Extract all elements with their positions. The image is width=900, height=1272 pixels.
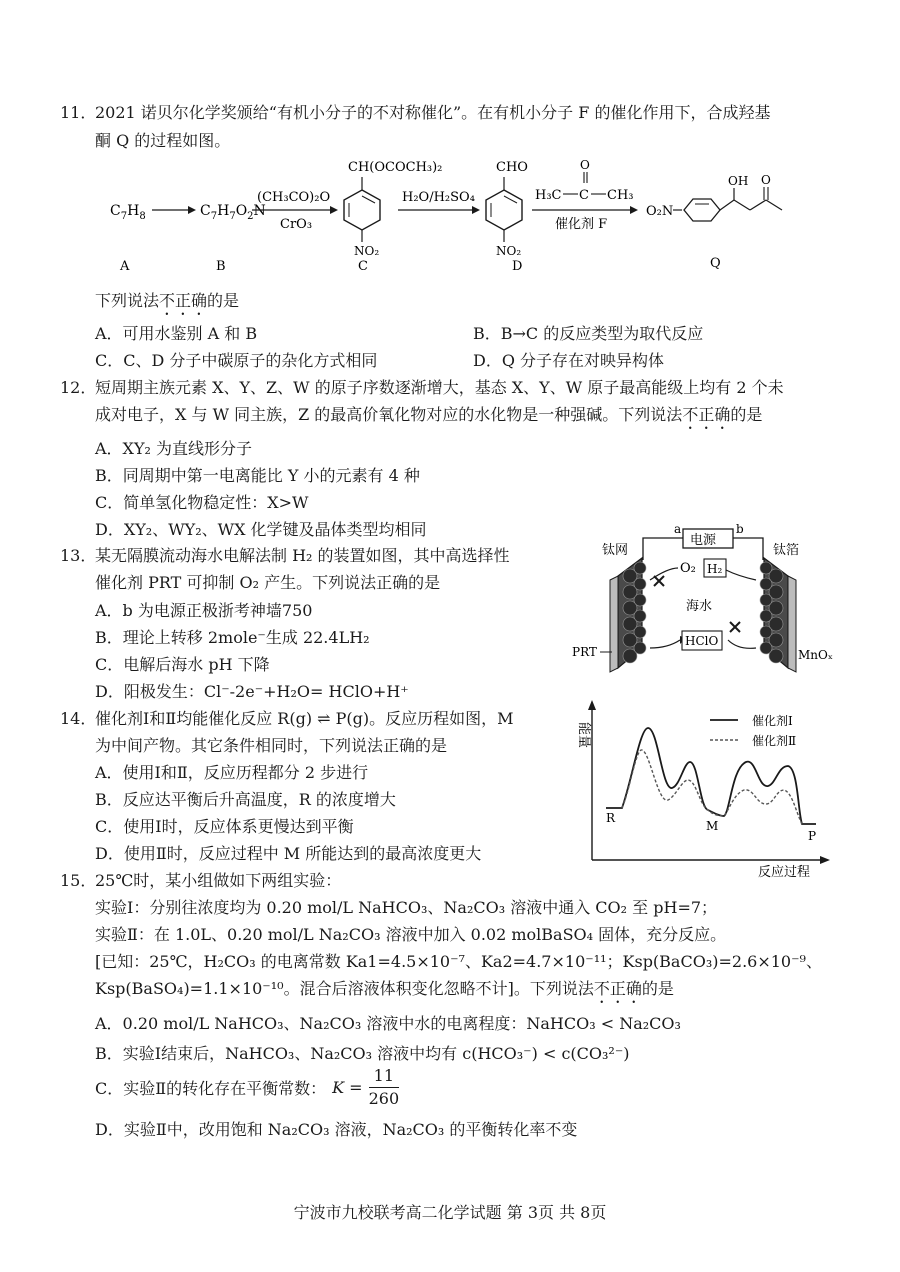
svg-text:a: a: [674, 522, 682, 536]
svg-text:NO₂: NO₂: [496, 244, 522, 258]
energy-profile-chart: [562, 700, 847, 880]
option-b: B．理论上转移 2mole⁻生成 22.4LH₂: [95, 628, 370, 647]
svg-text:HClO: HClO: [685, 634, 719, 648]
question-stem: 实验Ⅱ：在 1.0L、0.20 mol/L Na₂CO₃ 溶液中加入 0.02 molBaSO₄ 固体，充分反应。: [95, 925, 727, 944]
svg-text:O: O: [761, 173, 771, 187]
y-axis-label: 能量: [576, 722, 591, 749]
question-number: 11．: [60, 103, 97, 122]
option-d: D．XY₂、WY₂、WX 化学键及晶体类型均相同: [95, 520, 427, 539]
option-b: B．反应达平衡后升高温度，R 的浓度增大: [95, 790, 396, 809]
question-prompt: 下列说法不正确的是: [95, 291, 240, 310]
reaction-scheme: [100, 155, 820, 280]
state-label: R: [606, 811, 616, 825]
svg-text:OH: OH: [728, 174, 749, 188]
svg-text:NO₂: NO₂: [354, 244, 380, 258]
reagent-text: CrO₃: [280, 217, 313, 232]
page-footer: 宁波市九校联考高二化学试题 第 3页 共 8页: [293, 1203, 607, 1222]
svg-text:PRT: PRT: [572, 645, 597, 659]
svg-text:C: C: [358, 259, 368, 274]
question-stem: 成对电子，X 与 W 同主族，Z 的最高价氧化物对应的水化物是一种强碱。下列说法不正确的是: [95, 405, 763, 424]
question-stem: 短周期主族元素 X、Y、Z、W 的原子序数逐渐增大，基态 X、Y、W 原子最高能级上均有 2 个未: [95, 378, 784, 397]
option-a: A．b 为电源正极浙考神墙750: [95, 601, 313, 620]
molecule-d: [486, 160, 528, 258]
option-a: A．使用Ⅰ和Ⅱ，反应历程都分 2 步进行: [95, 763, 369, 782]
molecule-c: [344, 160, 442, 258]
fraction: $\frac{11}{260}$: [368, 1065, 400, 1108]
svg-text:C7H8: $C_7H_8$: [110, 203, 146, 222]
svg-text:钛箔: 钛箔: [773, 543, 800, 558]
svg-text:CH₃: CH₃: [607, 188, 634, 203]
question-stem: Ksp(BaSO₄)=1.1×10⁻¹⁰。混合后溶液体积变化忽略不计]。下列说法不正确的是: [95, 979, 674, 998]
option-a: A．XY₂ 为直线形分子: [95, 439, 253, 458]
svg-text:C: C: [579, 188, 589, 203]
svg-text:b: b: [736, 522, 744, 536]
legend-label: 催化剂Ⅰ: [752, 714, 793, 728]
question-number: 14．: [60, 709, 97, 728]
question-stem: 25℃时，某小组做如下两组实验：: [95, 871, 342, 890]
svg-text:海水: 海水: [686, 599, 713, 614]
molecule-q: [646, 173, 782, 221]
option-d: D．实验Ⅱ中，改用饱和 Na₂CO₃ 溶液，Na₂CO₃ 的平衡转化率不变: [95, 1120, 578, 1139]
svg-text:O₂N: O₂N: [646, 204, 674, 219]
question-number: 12．: [60, 378, 97, 397]
option-a: A．可用水鉴别 A 和 B: [95, 324, 258, 343]
svg-text:C7H7O2N: $C_7H_7O_2N$: [200, 203, 266, 222]
question-stem: 催化剂Ⅰ和Ⅱ均能催化反应 R(g) ⇌ P(g)。反应历程如图，M: [95, 709, 514, 728]
option-d: D．使用Ⅱ时，反应过程中 M 所能达到的最高浓度更大: [95, 844, 482, 863]
svg-text:O: O: [580, 158, 590, 172]
option-d: D．Q 分子存在对映异构体: [473, 351, 665, 370]
x-axis-label: 反应过程: [758, 865, 811, 880]
option-c: C．简单氢化物稳定性：X>W: [95, 493, 309, 512]
question-stem: 为中间产物。其它条件相同时，下列说法正确的是: [95, 736, 448, 755]
option-b: B．同周期中第一电离能比 Y 小的元素有 4 种: [95, 466, 420, 485]
question-stem: 催化剂 PRT 可抑制 O₂ 产生。下列说法正确的是: [95, 573, 441, 592]
option-c: C．电解后海水 pH 下降: [95, 655, 270, 674]
svg-text:CH(OCOCH₃)₂: CH(OCOCH₃)₂: [348, 160, 443, 175]
svg-text:O₂: O₂: [680, 561, 696, 576]
question-stem: [已知：25℃，H₂CO₃ 的电离常数 Ka1=4.5×10⁻⁷、Ka2=4.7×10⁻¹¹；Ksp(BaCO₃)=2.6×10⁻⁹、: [95, 952, 822, 971]
question-stem: 实验Ⅰ：分别往浓度均为 0.20 mol/L NaHCO₃、Na₂CO₃ 溶液中通入 CO₂ 至 pH=7；: [95, 898, 718, 917]
svg-text:电源: 电源: [690, 533, 717, 548]
question-stem: 酮 Q 的过程如图。: [95, 131, 231, 150]
state-label: P: [808, 829, 817, 843]
svg-text:A: A: [120, 259, 130, 274]
svg-text:H₂: H₂: [707, 562, 723, 576]
svg-text:催化剂 F: 催化剂 F: [555, 217, 608, 232]
reagent-text: H₂O/H₂SO₄: [402, 190, 475, 205]
electrolysis-diagram: [568, 518, 853, 683]
question-stem: 某无隔膜流动海水电解法制 H₂ 的装置如图，其中高选择性: [95, 546, 510, 565]
option-a: A．0.20 mol/L NaHCO₃、Na₂CO₃ 溶液中水的电离程度：NaHCO₃ < Na₂CO₃: [95, 1014, 681, 1033]
svg-text:B: B: [216, 259, 226, 274]
svg-text:钛网: 钛网: [602, 543, 629, 558]
legend-label: 催化剂Ⅱ: [752, 734, 797, 748]
option-c: C．C、D 分子中碳原子的杂化方式相同: [95, 351, 378, 370]
option-b: B．实验Ⅰ结束后，NaHCO₃、Na₂CO₃ 溶液中均有 c(HCO₃⁻) < c(CO₃²⁻): [95, 1044, 630, 1063]
reagent-text: (CH₃CO)₂O: [257, 190, 331, 205]
option-c: C．使用Ⅰ时，反应体系更慢达到平衡: [95, 817, 354, 836]
option-d: D．阳极发生：Cl⁻-2e⁻+H₂O= HClO+H⁺: [95, 682, 409, 701]
question-number: 13．: [60, 546, 97, 565]
question-number: 15．: [60, 871, 97, 890]
state-label: M: [706, 819, 719, 833]
curve-catalyst-2: [622, 750, 802, 824]
question-stem: 2021 诺贝尔化学奖颁给“有机小分子的不对称催化”。在有机小分子 F 的催化作用下，合成羟基: [95, 103, 771, 122]
option-b: B．B→C 的反应类型为取代反应: [473, 324, 704, 343]
svg-text:H₃C: H₃C: [535, 188, 562, 203]
option-c: C．实验Ⅱ的转化存在平衡常数： K = $\frac{11}{260}$: [95, 1065, 400, 1108]
svg-text:MnOₓ: MnOₓ: [798, 648, 833, 662]
svg-text:CHO: CHO: [496, 160, 528, 175]
svg-text:D: D: [512, 259, 523, 274]
svg-text:Q: Q: [710, 256, 721, 271]
